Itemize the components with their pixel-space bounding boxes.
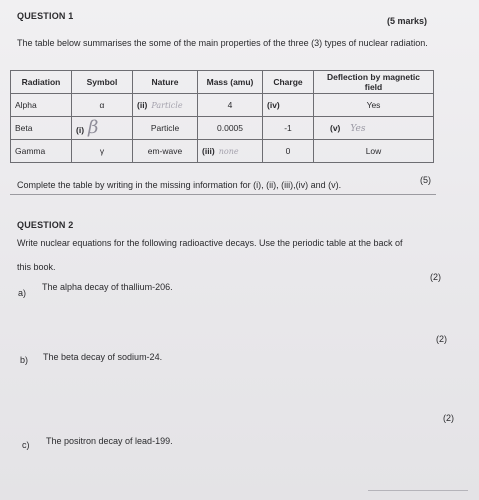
blank-marker-iv: (iv) (267, 100, 280, 110)
question-2-title: QUESTION 2 (17, 220, 74, 230)
part-a-label: a) (18, 288, 27, 298)
radiation-properties-table (10, 70, 434, 163)
cell-deflection-gamma: Low (314, 140, 434, 163)
question-1-title: QUESTION 1 (17, 11, 74, 21)
cell-charge-gamma: 0 (263, 140, 314, 163)
part-c-text: The positron decay of lead-199. (46, 436, 173, 446)
part-b-text: The beta decay of sodium-24. (43, 352, 163, 362)
cell-charge-beta: -1 (263, 117, 314, 140)
cell-radiation-alpha: Alpha (11, 94, 72, 117)
cell-mass-beta: 0.0005 (198, 117, 263, 140)
cell-symbol-beta (72, 117, 133, 140)
part-b-marks: (2) (436, 334, 447, 344)
cell-mass-gamma (198, 140, 263, 163)
header-symbol: Symbol (72, 71, 133, 94)
cell-symbol-gamma: γ (72, 140, 133, 163)
part-a-text: The alpha decay of thallium-206. (42, 282, 173, 292)
handwritten-answer-i: β (88, 117, 99, 138)
cell-nature-gamma: em-wave (133, 140, 198, 163)
handwritten-answer-ii: Particle (151, 101, 183, 110)
handwritten-answer-iii: none (218, 147, 239, 156)
question-2-intro-line-1: Write nuclear equations for the following radioactive decays. Use the periodic table at the back of (17, 238, 403, 248)
handwritten-answer-v: Yes (350, 123, 366, 134)
cell-deflection-alpha: Yes (314, 94, 434, 117)
cell-radiation-gamma: Gamma (11, 140, 72, 163)
blank-marker-i: (i) (76, 125, 85, 135)
cell-radiation-beta: Beta (11, 117, 72, 140)
question-1-marks: (5 marks) (387, 16, 428, 26)
part-c-label: c) (22, 440, 30, 450)
bottom-line-fragment (368, 490, 468, 491)
part-c-marks: (2) (443, 413, 454, 423)
cell-nature-alpha (133, 94, 198, 117)
cell-nature-beta: Particle (133, 117, 198, 140)
part-a-marks: (2) (430, 272, 441, 282)
question-2-intro-line-2: this book. (17, 262, 56, 272)
cell-symbol-alpha: α (72, 94, 133, 117)
table-header-row (11, 71, 434, 94)
blank-marker-ii: (ii) (137, 100, 148, 110)
cell-deflection-beta (314, 117, 434, 140)
cell-charge-alpha (263, 94, 314, 117)
table-row (11, 117, 434, 140)
question-1-intro: The table below summarises the some of the main properties of the three (3) types of nuclear radiation. (17, 38, 428, 48)
header-deflection: Deflection by magnetic field (314, 71, 434, 94)
header-charge: Charge (263, 71, 314, 94)
table-row (11, 94, 434, 117)
question-1-instruction-marks: (5) (420, 175, 431, 185)
blank-marker-iii: (iii) (202, 146, 215, 156)
header-nature: Nature (133, 71, 198, 94)
table-row (11, 140, 434, 163)
question-1-instruction: Complete the table by writing in the missing information for (i), (ii), (iii),(iv) and (v). (17, 180, 342, 190)
header-radiation: Radiation (11, 71, 72, 94)
cell-mass-alpha: 4 (198, 94, 263, 117)
divider-line (10, 194, 436, 195)
header-mass: Mass (amu) (198, 71, 263, 94)
blank-marker-v: (v) (330, 122, 341, 133)
part-b-label: b) (20, 355, 29, 365)
